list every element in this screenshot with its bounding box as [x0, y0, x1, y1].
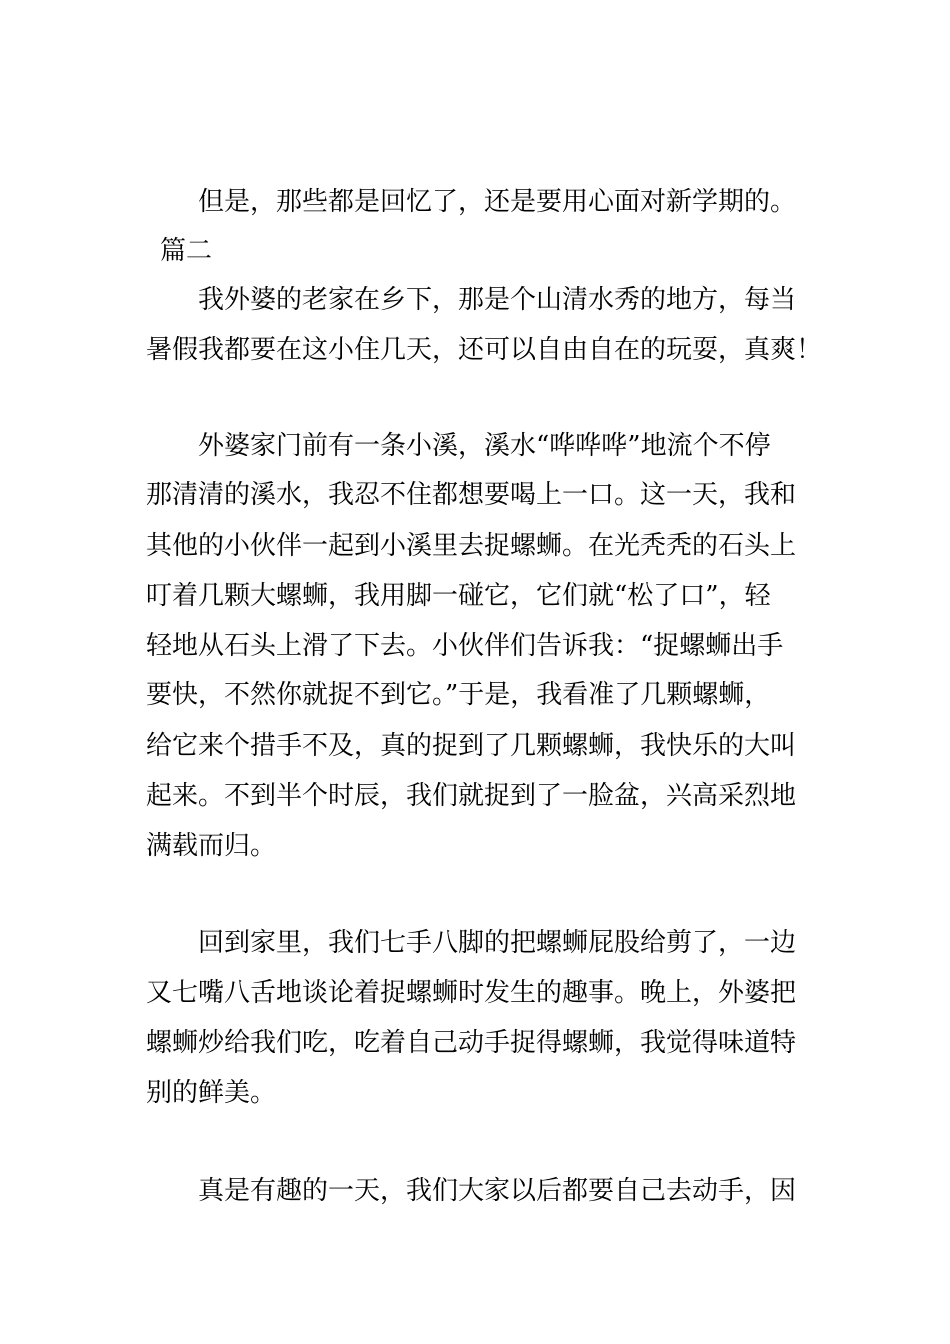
- paragraph-line: 叮着几颗大螺蛳，我用脚一碰它，它们就“松了口”，轻: [146, 581, 771, 611]
- paragraph-line: 但是，那些都是回忆了，还是要用心面对新学期的。: [198, 187, 797, 217]
- paragraph-line: 螺蛳炒给我们吃，吃着自己动手捉得螺蛳，我觉得味道特: [146, 1028, 797, 1058]
- paragraph-line: 那清清的溪水，我忍不住都想要喝上一口。这一天，我和: [146, 480, 797, 510]
- paragraph-line: 真是有趣的一天，我们大家以后都要自己去动手，因: [198, 1176, 797, 1206]
- paragraph-line: 回到家里，我们七手八脚的把螺蛳屁股给剪了，一边: [198, 928, 797, 958]
- paragraph-line: 满载而归。: [146, 831, 277, 861]
- paragraph-line: 其他的小伙伴一起到小溪里去捉螺蛳。在光秃秃的石头上: [146, 531, 797, 561]
- paragraph-line: 要快，不然你就捉不到它。”于是，我看准了几颗螺蛳，: [146, 680, 771, 710]
- paragraph-line: 又七嘴八舌地谈论着捉螺蛳时发生的趣事。晚上，外婆把: [146, 978, 797, 1008]
- paragraph-line: 别的鲜美。: [146, 1078, 277, 1108]
- paragraph-line: 暑假我都要在这小住几天，还可以自由自在的玩耍，真爽！: [146, 335, 823, 365]
- paragraph-line: 轻地从石头上滑了下去。小伙伴们告诉我：“捉螺蛳出手: [146, 631, 784, 661]
- paragraph-line: 给它来个措手不及，真的捉到了几颗螺蛳，我快乐的大叫: [146, 731, 797, 761]
- section-heading: 篇二: [160, 236, 213, 266]
- paragraph-line: 起来。不到半个时辰，我们就捉到了一脸盆，兴高采烈地: [146, 781, 797, 811]
- paragraph-line: 我外婆的老家在乡下，那是个山清水秀的地方，每当: [198, 285, 797, 315]
- paragraph-line: 外婆家门前有一条小溪，溪水“哗哗哗”地流个不停: [198, 431, 771, 461]
